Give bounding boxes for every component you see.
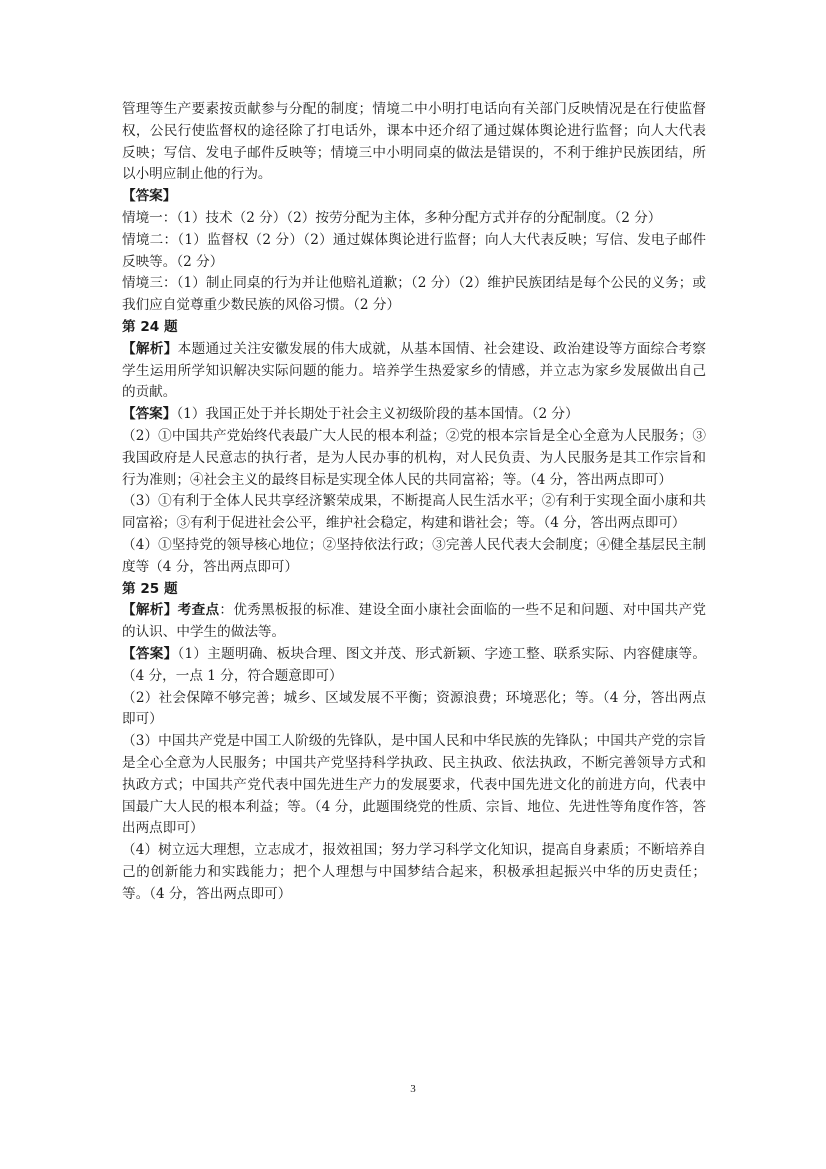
answer-line: 情境三：（1）制止同桌的行为并让他赔礼道歉；（2 分）（2）维护民族团结是每个公民的义务；或我们应自觉尊重少数民族的风俗习惯。（2 分） bbox=[122, 275, 706, 314]
analysis-paragraph: 管理等生产要素按贡献参与分配的制度；情境二中小明打电话向有关部门反映情况是在行使监督权，公民行使监督权的途径除了打电话外，课本中还介绍了通过媒体舆论进行监督；向人大代表反映；写信、发电子邮件反映等；情境三中小明同桌的做法是错误的，不利于维护民族团结，所以小明应制止他的行为。 bbox=[122, 101, 706, 183]
question-title: 第 25 题 bbox=[122, 580, 178, 597]
analysis-text: 本题通过关注安徽发展的伟大成就，从基本国情、社会建设、政治建设等方面综合考察学生运用所学知识解决实际问题的能力。培养学生热爱家乡的情感，并立志为家乡发展做出自己的贡献。 bbox=[122, 340, 707, 401]
answer-line: （4）树立远大理想，立志成才，报效祖国；努力学习科学文化知识，提高自身素质；不断培养自己的创新能力和实践能力；把个人理想与中国梦结合起来，积极承担起振兴中华的历史责任；等。（4 分，答出两点即可） bbox=[122, 842, 706, 902]
analysis-paragraph bbox=[122, 339, 706, 404]
answer-line: （4）①坚持党的领导核心地位；②坚持依法行政；③完善人民代表大会制度；④健全基层民主制度等（4 分，答出两点即可） bbox=[122, 536, 706, 575]
question-title: 第 24 题 bbox=[122, 318, 178, 335]
document-body bbox=[122, 99, 706, 905]
answer-line: 情境一：（1）技术（2 分）（2）按劳分配为主体，多种分配方式并存的分配制度。（2 分） bbox=[122, 209, 662, 226]
answer-line bbox=[122, 404, 706, 426]
answer-label: 【答案】 bbox=[122, 406, 177, 423]
analysis-text: ：优秀黑板报的标准、建设全面小康社会面临的一些不足和问题、对中国共产党的认识、中学生的做法等。 bbox=[122, 602, 707, 641]
focus-label: 考查点 bbox=[177, 602, 220, 619]
answer-line bbox=[122, 644, 706, 688]
answer-heading: 【答案】 bbox=[122, 188, 177, 205]
answer-line: （3）①有利于全体人民共享经济繁荣成果，不断提高人民生活水平；②有利于实现全面小康和共同富裕；③有利于促进社会公平，维护社会稳定，构建和谐社会；等。（4 分，答出两点即可） bbox=[122, 493, 706, 532]
answer-label: 【答案】 bbox=[122, 645, 178, 662]
analysis-label: 【解析】 bbox=[122, 340, 178, 357]
answer-line: 情境二：（1）监督权（2 分）（2）通过媒体舆论进行监督；向人大代表反映；写信、发电子邮件反映等。（2 分） bbox=[122, 231, 706, 270]
page-number: 3 bbox=[410, 1083, 416, 1095]
answer-text: （1）我国正处于并长期处于社会主义初级阶段的基本国情。（2 分） bbox=[176, 406, 579, 423]
answer-text: （1）主题明确、板块合理、图文并茂、形式新颖、字迹工整、联系实际、内容健康等。（4 分，一点 1 分，符合题意即可） bbox=[122, 645, 706, 684]
answer-line: （2）①中国共产党始终代表最广大人民的根本利益；②党的根本宗旨是全心全意为人民服务；③我国政府是人民意志的执行者，是为人民办事的机构，对人民负责、为人民服务是其工作宗旨和行为准则；④社会主义的最终目标是实现全体人民的共同富裕；等。（4 分，答出两点即可） bbox=[122, 427, 706, 488]
analysis-label: 【解析】 bbox=[122, 602, 178, 619]
answer-line: （3）中国共产党是中国工人阶级的先锋队，是中国人民和中华民族的先锋队；中国共产党的宗旨是全心全意为人民服务；中国共产党坚持科学执政、民主执政、依法执政，不断完善领导方式和执政方式；中国共产党代表中国先进生产力的发展要求，代表中国先进文化的前进方向，代表中国最广大人民的根本利益；等。（4 分，此题围绕党的性质、宗旨、地位、先进性等角度作答，答出两点即可） bbox=[122, 733, 706, 837]
answer-line: （2）社会保障不够完善；城乡、区域发展不平衡；资源浪费；环境恶化；等。（4 分，答出两点即可） bbox=[122, 689, 706, 728]
analysis-paragraph bbox=[122, 600, 706, 644]
